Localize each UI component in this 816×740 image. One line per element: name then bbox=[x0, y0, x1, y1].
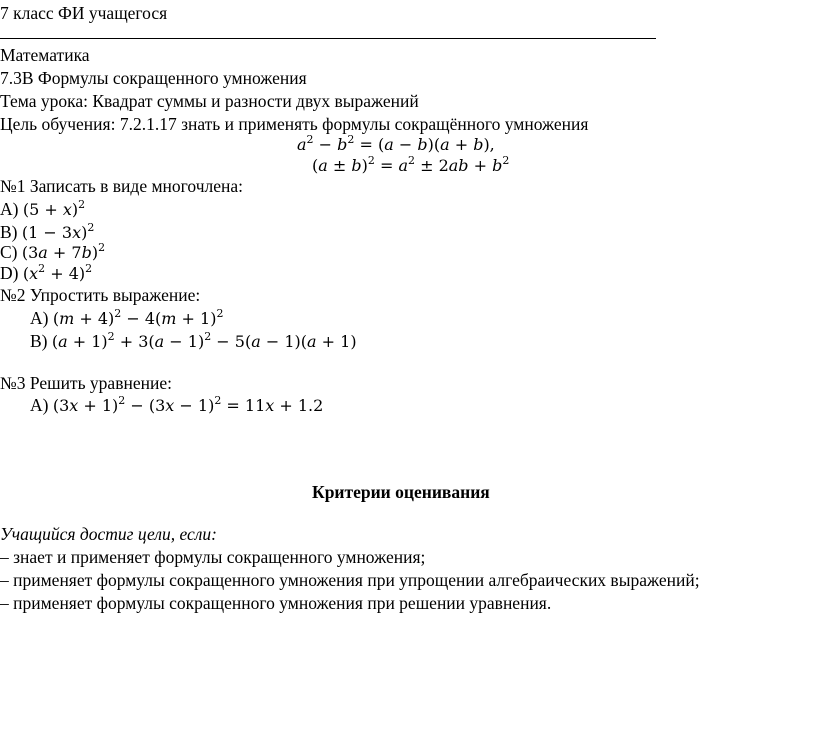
learning-goal: Цель обучения: 7.2.1.17 знать и применять формулы сокращённого умножения bbox=[0, 114, 589, 134]
item-label: A) bbox=[30, 308, 49, 328]
item-label: B) bbox=[0, 222, 18, 242]
expression: $(a + 1)^2 + 3(a - 1)^2 - 5(a - 1)(a + 1)$ bbox=[51, 329, 357, 351]
task1-item-d bbox=[0, 262, 92, 285]
equation: $(3x + 1)^2 - (3x - 1)^2 = 11x + 1.2$ bbox=[52, 393, 324, 415]
unit-title: 7.3В Формулы сокращенного умножения bbox=[0, 68, 307, 88]
item-label: D) bbox=[0, 263, 19, 283]
item-label: A) bbox=[30, 395, 49, 415]
expression: $(m + 4)^2 - 4(m + 1)^2$ bbox=[52, 306, 224, 328]
criteria-item: – применяет формулы сокращенного умножения при решении уравнения. bbox=[0, 593, 552, 613]
task3-item-a bbox=[30, 394, 323, 417]
criteria-intro: Учащийся достиг цели, если: bbox=[0, 524, 217, 544]
task1-title: №1 Записать в виде многочлена: bbox=[0, 176, 243, 196]
formula-square-of-sum: $(a \pm b)^2 = a^2 \pm 2ab + b^2$ bbox=[312, 153, 510, 175]
item-label: B) bbox=[30, 331, 48, 351]
student-header: 7 класс ФИ учащегося bbox=[0, 3, 168, 23]
item-label: A) bbox=[0, 199, 19, 219]
criteria-item: – применяет формулы сокращенного умножения при упрощении алгебраических выражений; bbox=[0, 570, 700, 590]
criteria-title: Критерии оценивания bbox=[312, 482, 490, 502]
task2-item-a bbox=[30, 307, 223, 330]
task2-title: №2 Упростить выражение: bbox=[0, 285, 201, 305]
task2-item-b bbox=[30, 330, 357, 353]
criteria-item: – знает и применяет формулы сокращенного умножения; bbox=[0, 547, 426, 567]
expression: $(x^2 + 4)^2$ bbox=[22, 261, 93, 283]
lesson-topic: Тема урока: Квадрат суммы и разности двух выражений bbox=[0, 91, 419, 111]
expression: $(3a + 7b)^2$ bbox=[21, 240, 106, 262]
formula-difference-of-squares: $a^2 - b^2 = (a - b)(a + b)$, bbox=[297, 132, 495, 154]
expression: $(1 - 3x)^2$ bbox=[21, 220, 95, 242]
task1-item-c bbox=[0, 241, 105, 264]
task1-item-a bbox=[0, 198, 85, 221]
expression: $(5 + x)^2$ bbox=[22, 197, 86, 219]
item-label: C) bbox=[0, 242, 18, 262]
name-underline bbox=[0, 38, 656, 39]
task3-title: №3 Решить уравнение: bbox=[0, 373, 172, 393]
subject-title: Математика bbox=[0, 45, 90, 65]
